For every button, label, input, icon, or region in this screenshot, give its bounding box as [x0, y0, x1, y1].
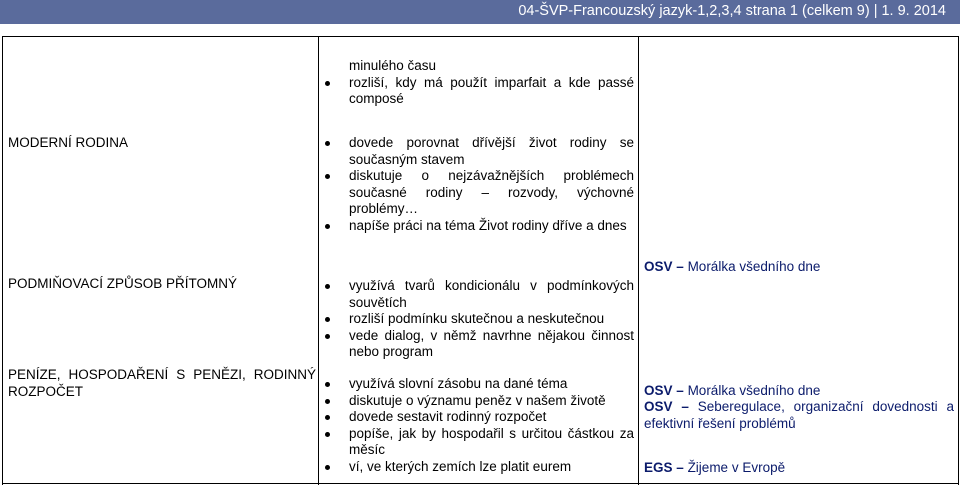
bullet-icon — [325, 284, 330, 289]
table-border-left — [2, 36, 3, 485]
bullet-icon — [325, 81, 330, 86]
bullet-icon — [325, 415, 330, 420]
bullet-icon — [325, 174, 330, 179]
outputs-list-row1 — [349, 135, 634, 234]
list-item: diskutuje o nejzávažnějších problémech současné rodiny – rozvody, výchovné problémy… — [349, 168, 634, 218]
cross-topic-link: OSV – Morálka všedního dne — [644, 259, 821, 274]
page-header-title: 04-ŠVP-Francouzský jazyk-1,2,3,4 strana 1 (celkem 9) | 1. 9. 2014 — [518, 3, 946, 19]
bullet-icon — [325, 224, 330, 229]
bullet-icon — [325, 317, 330, 322]
bullet-icon — [325, 432, 330, 437]
bullet-icon — [325, 465, 330, 470]
topic-penize: PENÍZE, HOSPODAŘENÍ S PENĚZI, RODINNÝ ROZPOČET — [8, 367, 316, 399]
topic-moderni-rodina: MODERNÍ RODINA — [8, 135, 129, 150]
list-item: minulého času — [349, 58, 437, 73]
list-item: dovede porovnat dřívější život rodiny se současným stavem — [349, 135, 634, 168]
table-border-col2 — [638, 36, 639, 485]
table-border-bottom — [2, 483, 959, 484]
list-item: využívá slovní zásobu na dané téma — [349, 376, 634, 393]
list-item: rozliší, kdy má použít imparfait a kde passé composé — [349, 75, 634, 108]
bullet-icon — [325, 399, 330, 404]
list-item: napíše práci na téma Život rodiny dříve a dnes — [349, 218, 634, 235]
list-item: ví, ve kterých zemích lze platit eurem — [349, 459, 634, 476]
bullet-icon — [325, 382, 330, 387]
outputs-list-row3 — [349, 376, 634, 475]
table-border-right — [958, 36, 959, 485]
cross-topic-link: EGS – Žijeme v Evropě — [644, 460, 786, 475]
outputs-list-row0 — [349, 58, 634, 108]
table-border-col1 — [318, 36, 319, 485]
topic-podminovaci-zpusob: PODMIŇOVACÍ ZPŮSOB PŘÍTOMNÝ — [8, 276, 238, 291]
cross-topic-link: OSV – Seberegulace, organizační dovednosti a efektivní řešení problémů — [644, 399, 954, 431]
list-item: vede dialog, v němž navrhne nějakou činnost nebo program — [349, 328, 634, 361]
list-item: dovede sestavit rodinný rozpočet — [349, 409, 634, 426]
table-border-top — [2, 36, 959, 37]
header-bar — [0, 0, 960, 24]
list-item: popíše, jak by hospodařil s určitou částkou za měsíc — [349, 426, 634, 459]
list-item: rozliší podmínku skutečnou a neskutečnou — [349, 311, 634, 328]
bullet-icon — [325, 141, 330, 146]
bullet-icon — [325, 334, 330, 339]
list-item: využívá tvarů kondicionálu v podmínkových souvětích — [349, 278, 634, 311]
list-item: diskutuje o významu peněz v našem životě — [349, 393, 634, 410]
outputs-list-row2 — [349, 278, 634, 361]
cross-topic-link: OSV – Morálka všedního dne — [644, 383, 821, 398]
